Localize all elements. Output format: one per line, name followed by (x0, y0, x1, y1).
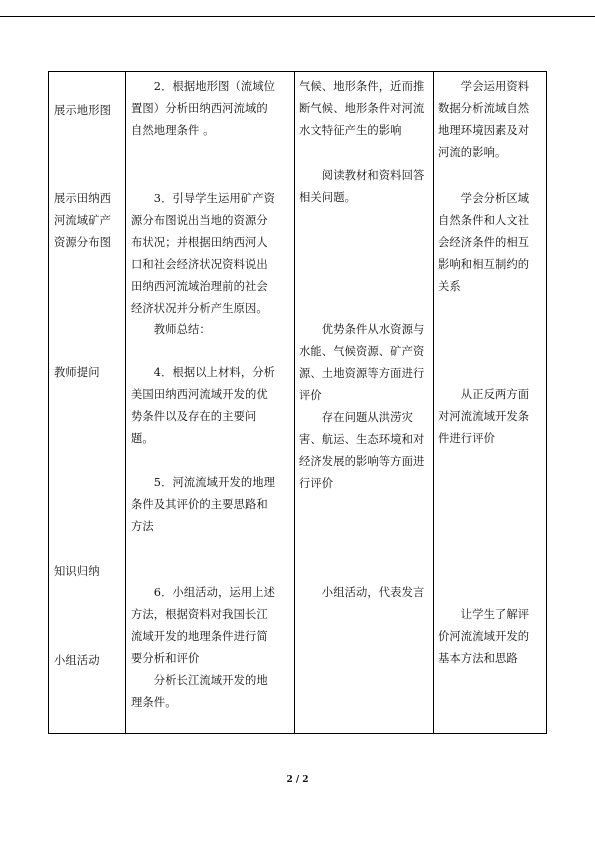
text-line: 河流的影响。 (438, 146, 507, 159)
text-line: 源分布图说出当地的资源分 (131, 214, 268, 227)
teacher-step (131, 362, 275, 450)
text-line: 断气候、地形条件对河流 (299, 102, 425, 115)
text-line: 关系 (438, 280, 461, 293)
student-activity (299, 76, 424, 142)
page-number: 2 / 2 (286, 775, 309, 785)
text-line: 数据分析流域自然 (438, 102, 530, 115)
text-line: 展示田纳西 (54, 192, 111, 205)
text-line: 害、航运、生态环境和对 (299, 433, 425, 446)
activity-item (54, 650, 100, 672)
column-divider (294, 72, 295, 733)
activity-item (54, 362, 100, 384)
text-line: 基本方法和思路 (438, 652, 518, 665)
text-line: 6．小组活动，运用上述 (131, 586, 276, 599)
text-line: 布状况；并根据田纳西河人 (131, 236, 268, 249)
text-line: 口和社会经济状况资料说出 (131, 258, 268, 271)
teacher-step (131, 188, 275, 320)
text-line: 要分析和评价 (131, 652, 200, 665)
text-line: 水能、气候资源、矿产资 (299, 345, 425, 358)
teacher-step (131, 472, 275, 538)
text-line: 3．引导学生运用矿产资 (131, 192, 276, 205)
text-line: 会经济条件的相互 (438, 236, 530, 249)
text-line: 展示地形图 (54, 104, 111, 117)
text-line: 方法 (131, 520, 154, 533)
header-rule (0, 16, 595, 17)
text-line: 评价 (299, 389, 322, 402)
text-line: 经济状况并分析产生原因。 (131, 302, 268, 315)
design-intent (438, 604, 529, 670)
teacher-step (131, 582, 275, 714)
text-line: 地理环境因素及对 (438, 124, 530, 137)
text-line: 件进行评价 (438, 432, 495, 445)
text-line: 教师提问 (54, 366, 100, 379)
text-line: 存在问题从洪涝灾 (299, 411, 413, 424)
column-divider (433, 72, 434, 733)
text-line: 气候、地形条件，近而推 (299, 80, 425, 93)
text-line: 资源分布图 (54, 236, 111, 249)
text-line: 阅读教材和资料回答 (299, 169, 425, 182)
text-line: 5．河流流域开发的地理 (131, 476, 276, 489)
text-line: 势条件以及存在的主要问 (131, 410, 257, 423)
design-intent (438, 384, 529, 450)
text-line: 相关问题。 (299, 191, 356, 204)
activity-item (54, 188, 111, 254)
text-line: 行评价 (299, 477, 334, 490)
text-line: 小组活动，代表发言 (299, 586, 425, 599)
text-line: 影响和相互制约的 (438, 258, 530, 271)
design-intent (438, 76, 529, 164)
student-activity (299, 165, 424, 209)
text-line: 分析长江流域开发的地 (131, 674, 268, 687)
text-line: 源、土地资源等方面进行 (299, 367, 425, 380)
text-line: 方法，根据资料对我国长江 (131, 608, 268, 621)
lesson-table (48, 71, 547, 734)
text-line: 置图）分析田纳西河流域的 (131, 102, 268, 115)
teacher-step (131, 76, 275, 142)
text-line: 学会运用资料 (438, 80, 530, 93)
text-line: 自然条件和人文社 (438, 214, 530, 227)
text-line: 美国田纳西河流域开发的优 (131, 388, 268, 401)
text-line: 优势条件从水资源与 (299, 323, 425, 336)
teacher-summary (131, 319, 211, 341)
text-line: 水文特征产生的影响 (299, 124, 402, 137)
text-line: 自然地理条件 。 (131, 124, 215, 137)
text-line: 流域开发的地理条件进行简 (131, 630, 268, 643)
text-line: 教师总结： (131, 323, 211, 336)
text-line: 对河流流域开发条 (438, 410, 530, 423)
text-line: 知识归纳 (54, 565, 100, 578)
text-line: 经济发展的影响等方面进 (299, 455, 425, 468)
activity-item (54, 100, 111, 122)
text-line: 理条件。 (131, 696, 177, 709)
student-activity (299, 319, 424, 495)
text-line: 小组活动 (54, 654, 100, 667)
activity-item (54, 561, 100, 583)
text-line: 题。 (131, 432, 154, 445)
text-line: 价河流流域开发的 (438, 630, 530, 643)
text-line: 让学生了解评 (438, 608, 530, 621)
student-activity (299, 582, 424, 604)
text-line: 学会分析区域 (438, 192, 530, 205)
text-line: 河流域矿产 (54, 214, 111, 227)
text-line: 田纳西河流域治理前的社会 (131, 280, 268, 293)
text-line: 2．根据地形图（流域位 (131, 80, 276, 93)
text-line: 从正反两方面 (438, 388, 530, 401)
text-line: 条件及其评价的主要思路和 (131, 498, 268, 511)
column-divider (125, 72, 126, 733)
text-line: 4．根据以上材料，分析 (131, 366, 276, 379)
design-intent (438, 188, 529, 298)
